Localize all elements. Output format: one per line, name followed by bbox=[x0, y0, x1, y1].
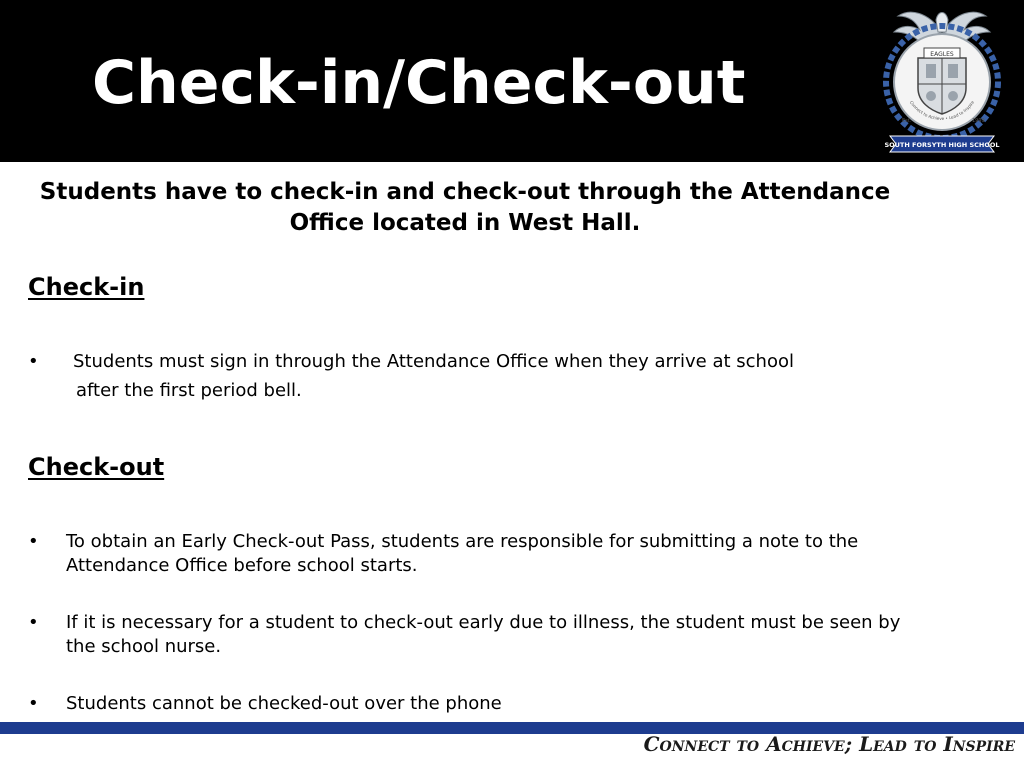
check-out-heading: Check-out bbox=[28, 453, 165, 481]
logo-year-text: 1999 bbox=[972, 118, 985, 124]
bullet-marker: • bbox=[28, 351, 39, 372]
check-out-bullet bbox=[28, 611, 908, 661]
check-in-bullet bbox=[28, 347, 908, 405]
logo-motto-text: Connect to Achieve • Lead to Inspire bbox=[908, 99, 976, 122]
bullet-marker: • bbox=[28, 693, 39, 714]
logo-est-text: Est. bbox=[902, 118, 912, 124]
logo-banner-text: SOUTH FORSYTH HIGH SCHOOL bbox=[884, 141, 1000, 149]
check-out-bullet-text: To obtain an Early Check-out Pass, students are responsible for submitting a note to the Attendance Office before school starts. bbox=[66, 531, 859, 576]
intro-text: Students have to check-in and check-out through the Attendance Office located in West Hall. bbox=[39, 179, 891, 236]
slide-title: Check-in/Check-out bbox=[92, 48, 746, 118]
check-out-bullet-text: Students cannot be checked-out over the phone bbox=[66, 693, 502, 714]
logo-scroll-text: EAGLES bbox=[930, 51, 954, 58]
bullet-marker: • bbox=[28, 612, 39, 633]
school-crest-logo-icon bbox=[880, 2, 1004, 158]
footer-tagline: Connect to Achieve; Lead to Inspire bbox=[643, 732, 1015, 756]
bullet-marker: • bbox=[28, 531, 39, 552]
check-in-heading: Check-in bbox=[28, 273, 145, 301]
check-out-bullet bbox=[28, 692, 908, 718]
check-out-bullet-text: If it is necessary for a student to check-out early due to illness, the student must be seen by the school nurse. bbox=[66, 612, 901, 657]
check-in-bullet-line-2: after the first period bell. bbox=[76, 380, 302, 401]
check-in-bullet-line-1: Students must sign in through the Attendance Office when they arrive at school bbox=[73, 351, 794, 372]
check-out-bullet bbox=[28, 530, 908, 580]
header-bar bbox=[0, 0, 1024, 162]
